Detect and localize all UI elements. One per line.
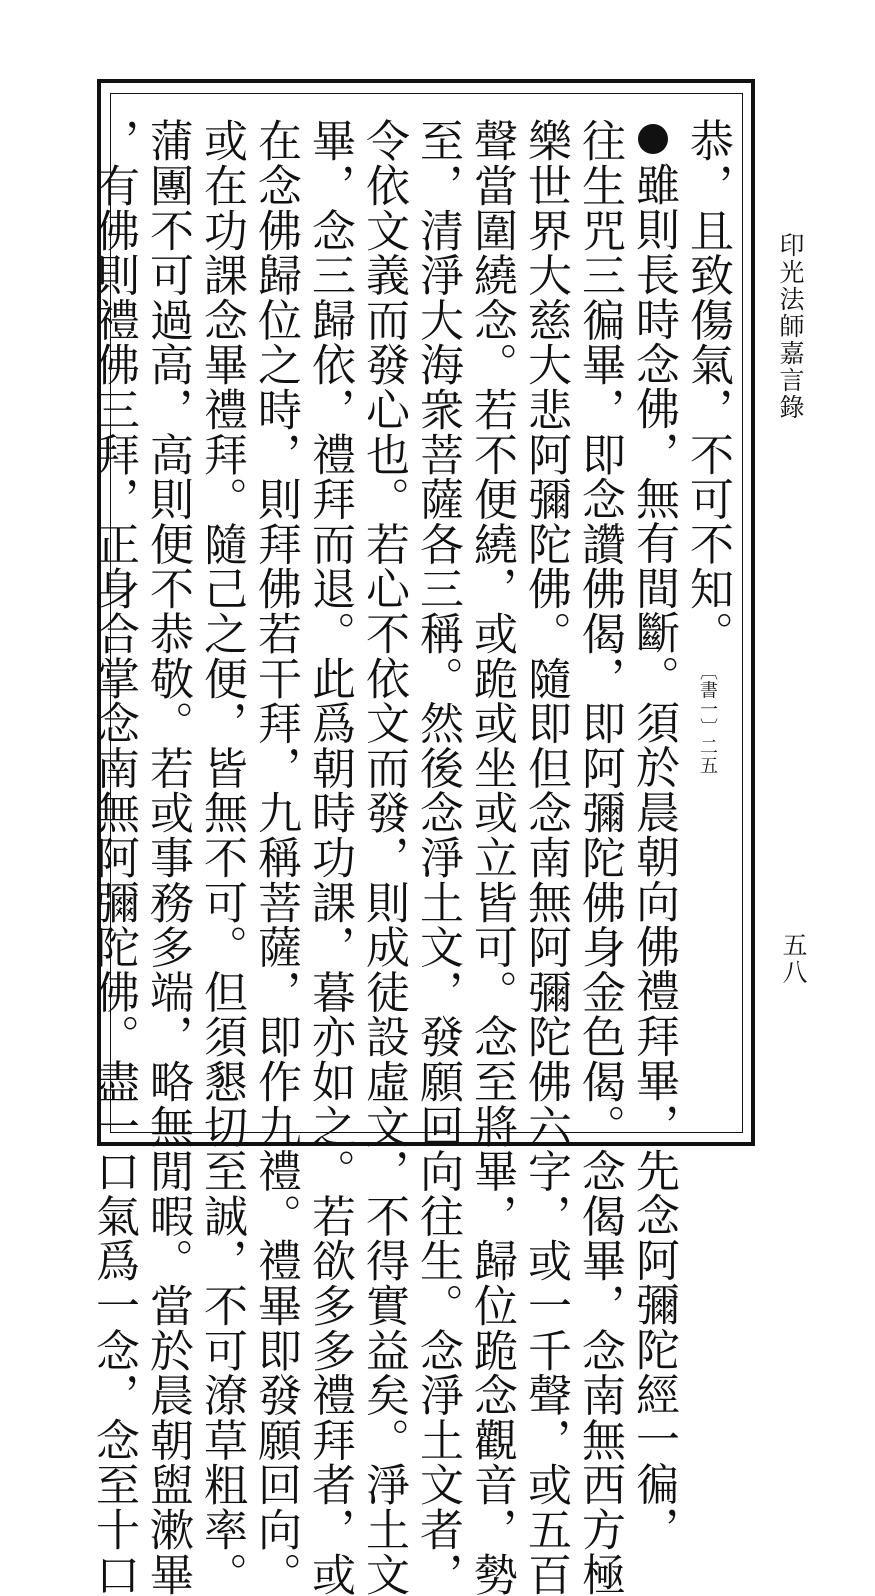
text-column	[464, 118, 518, 1596]
running-head: 印光法師嘉言錄	[776, 232, 805, 421]
column-text: 蒲團不可過高，高則便不恭敬。若或事務多端，略無閒暇。當於晨朝盥漱畢	[142, 118, 193, 1596]
body-text	[88, 118, 734, 1596]
text-column	[680, 118, 734, 1128]
text-column	[518, 118, 572, 1596]
column-text: 恭，且致傷氣，不可不知。	[682, 118, 733, 656]
text-column	[194, 118, 248, 1596]
text-column	[410, 118, 464, 1596]
text-column	[572, 118, 626, 1596]
column-text: 令依文義而發心也。若心不依文而發，則成徒設虛文，不得實益矣。淨土文	[358, 118, 409, 1596]
bullet-icon	[638, 124, 668, 154]
column-text: ，有佛則禮佛三拜，正身合掌念南無阿彌陀佛。盡一口氣爲一念，念至十口	[88, 118, 139, 1596]
column-text: 往生咒三徧畢，即念讚佛偈，即阿彌陀佛身金色偈。念偈畢，念南無西方極	[574, 118, 625, 1596]
column-text: 至，清淨大海衆菩薩各三稱。然後念淨土文，發願回向往生。念淨土文者，	[412, 118, 463, 1596]
column-text: 畢，念三歸依，禮拜而退。此爲朝時功課，暮亦如之。若欲多多禮拜者，或	[304, 118, 355, 1596]
column-text: 樂世界大慈大悲阿彌陀佛。隨即但念南無阿彌陀佛六字，或一千聲，或五百	[520, 118, 571, 1596]
text-column	[356, 118, 410, 1596]
text-column	[140, 118, 194, 1596]
column-text: 聲當圍繞念。若不便繞，或跪或坐或立皆可。念至將畢，歸位跪念觀音，勢	[466, 118, 517, 1596]
text-column	[86, 118, 140, 1596]
text-column	[626, 118, 680, 1551]
source-note: 〔書一〕二五	[697, 661, 718, 775]
column-text: 在念佛歸位之時，則拜佛若干拜，九稱菩薩，即作九禮。禮畢即發願回向。	[250, 118, 301, 1596]
column-text: 雖則長時念佛，無有間斷。須於晨朝向佛禮拜畢，先念阿彌陀經一徧，	[628, 162, 679, 1551]
text-column	[302, 118, 356, 1596]
column-text: 或在功課念畢禮拜。隨己之便，皆無不可。但須懇切至誠，不可潦草粗率。	[196, 118, 247, 1596]
page-number: 五八	[779, 932, 808, 986]
text-column	[248, 118, 302, 1596]
